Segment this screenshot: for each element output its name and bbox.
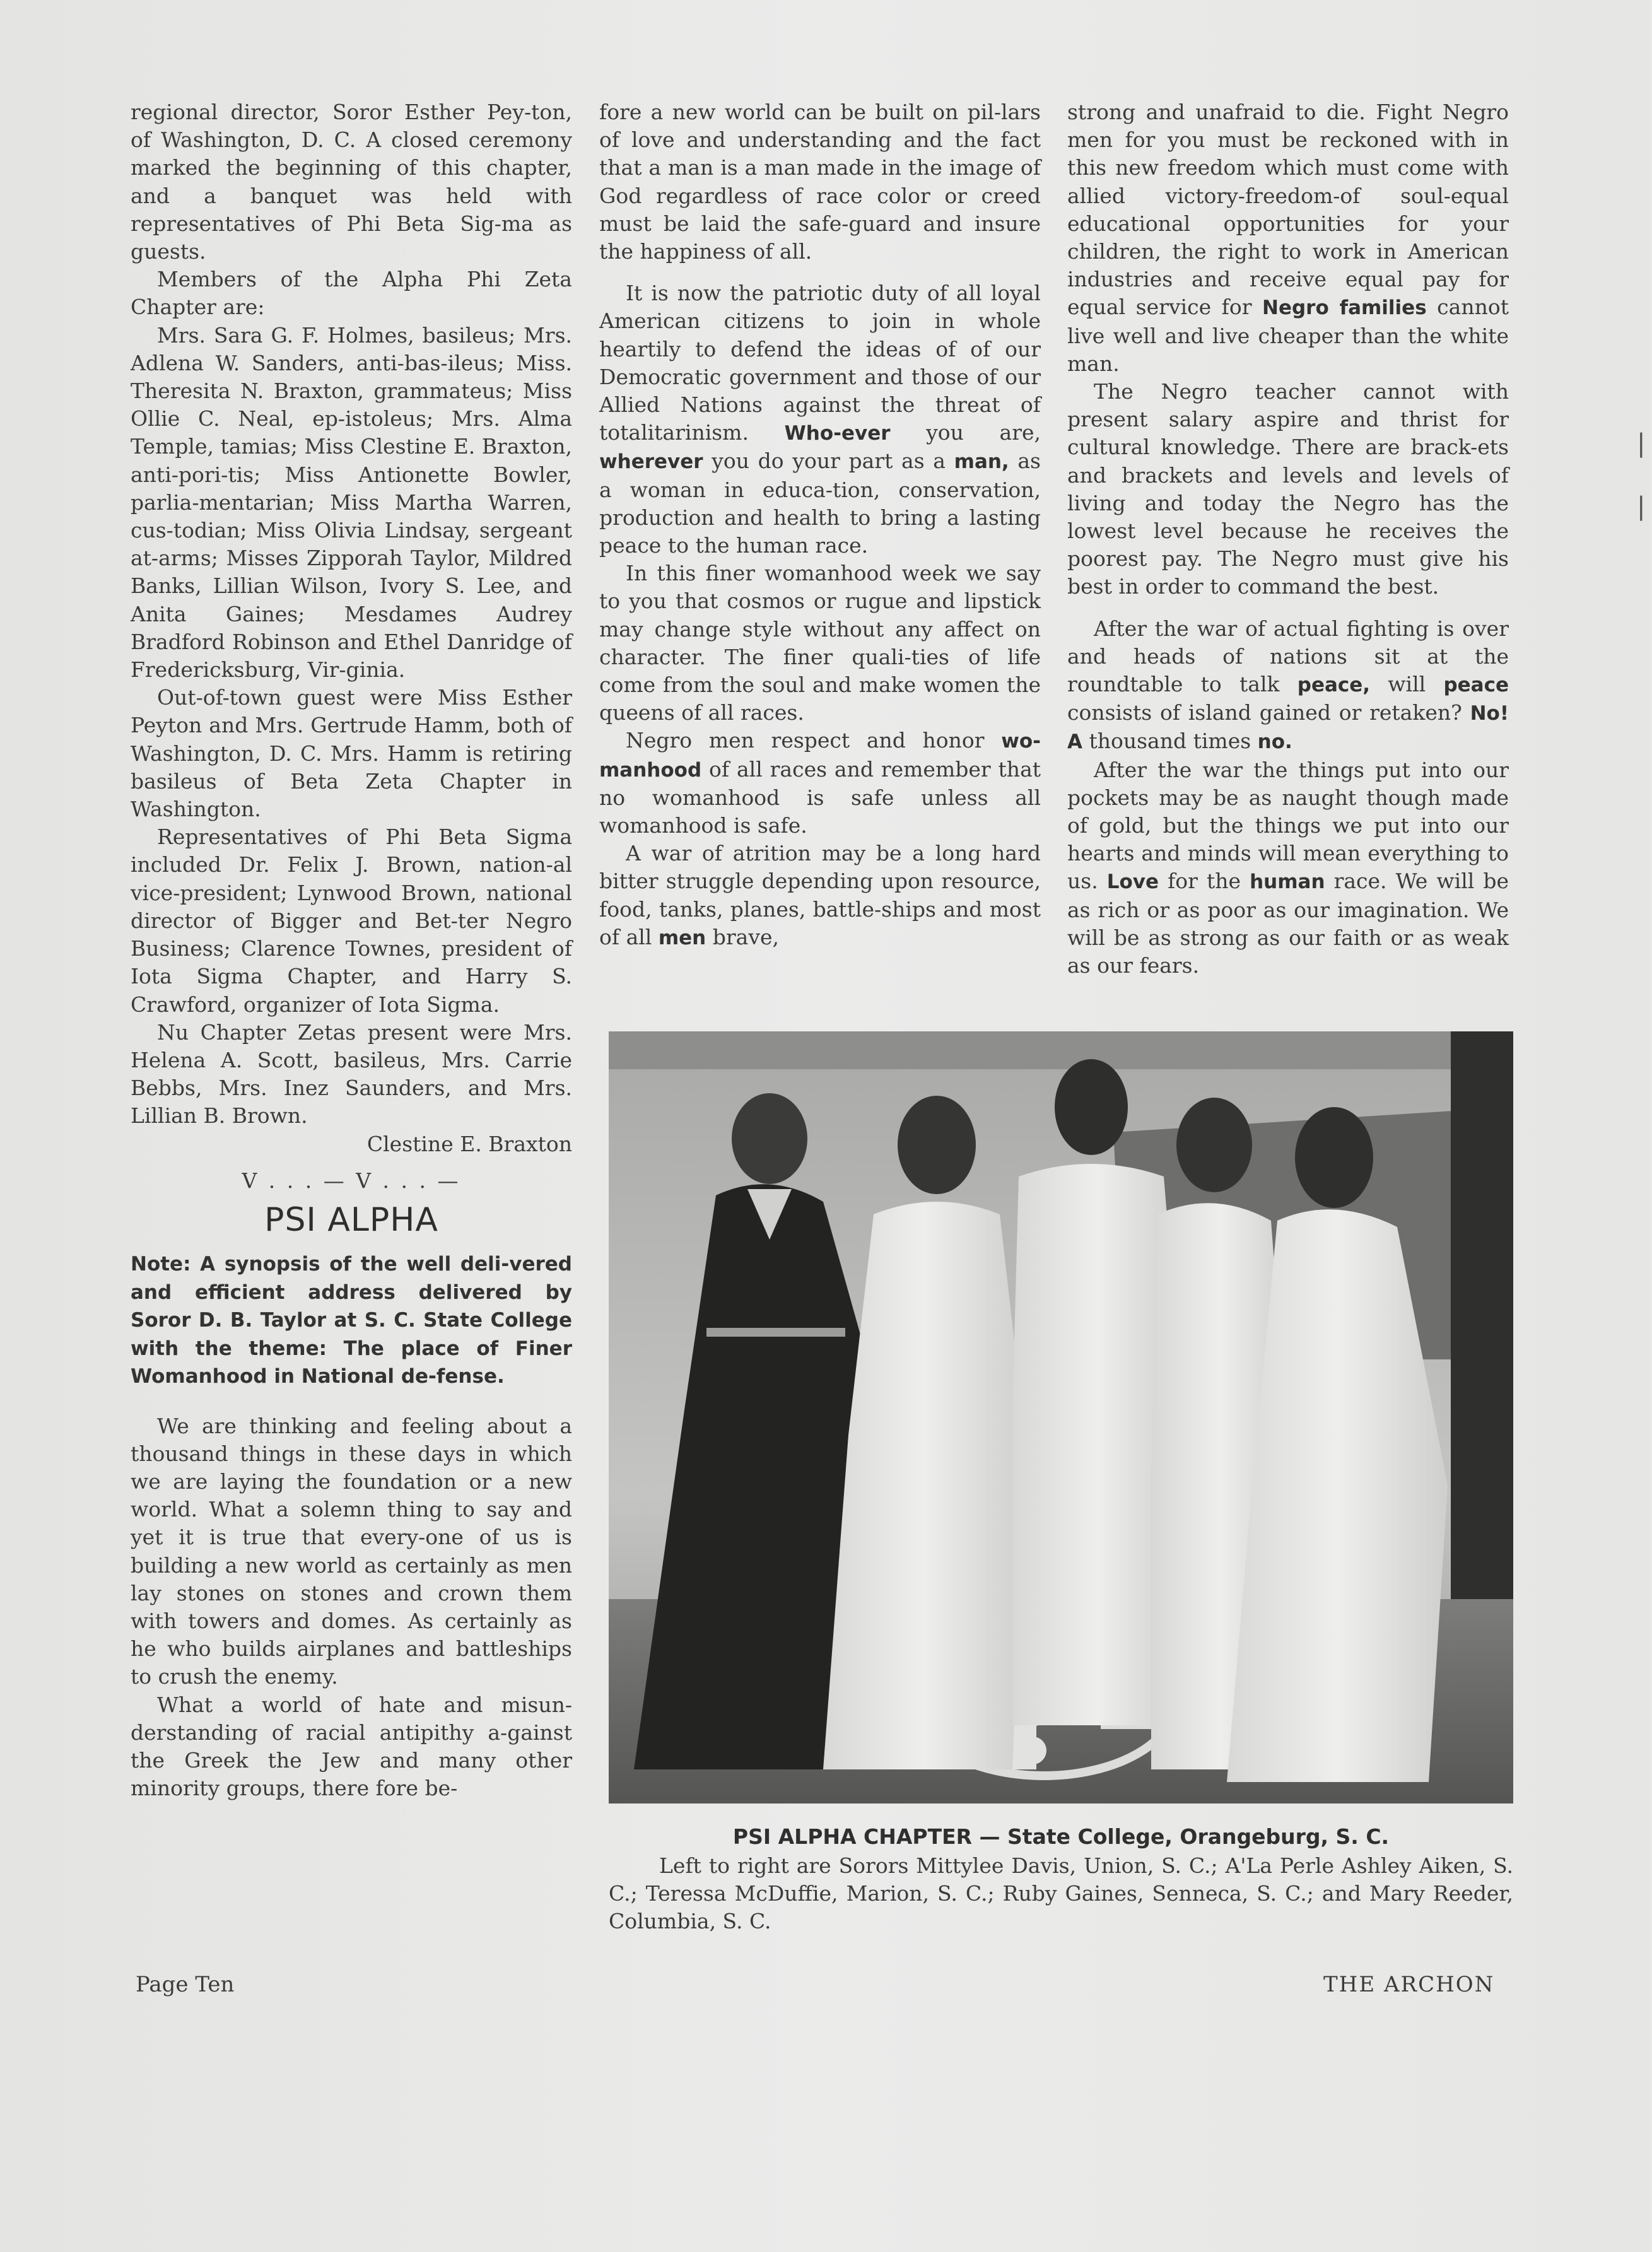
text-run: brave, — [706, 924, 779, 949]
paragraph: We are thinking and feeling about a thousand things in these days in which we are laying the foundation or a new world. What a solemn thing to say and yet it is true that every-one of us is building a new world as certainly as men lay stones on stones and crown them with towers and domes. As certainly as he who builds airplanes and battleships to crush the enemy. — [131, 1413, 572, 1689]
bold-text: men — [658, 926, 706, 949]
caption-title: PSI ALPHA CHAPTER — State College, Orangeburg, S. C. — [732, 1824, 1390, 1849]
publication-name: THE ARCHON — [1323, 1972, 1495, 1997]
paragraph-gap — [1067, 601, 1509, 615]
group-photograph — [609, 1031, 1513, 1803]
paragraph: Out-of-town guest were Miss Esther Peyton and Mrs. Gertrude Hamm, both of Washington, D. C. Mrs. Hamm is retiring basileus of Beta Zeta Chapter in Washington. — [131, 685, 572, 822]
editor-note: Note: A synopsis of the well deli-vered and efficient address delivered by Soror D. B. Taylor at S. C. State College with the theme: The place of Finer Womanhood in National de-fense. — [131, 1253, 572, 1388]
text-run: cannot live well and live cheaper than the white man. — [1067, 295, 1509, 376]
section-divider: V . . . — V . . . — — [242, 1168, 461, 1193]
page-number: Page Ten — [136, 1972, 235, 1997]
paragraph: Representatives of Phi Beta Sigma included Dr. Felix J. Brown, nation-al vice-president; Lynwood Brown, national director of Bigger and Bet-ter Negro Business; Clarence Townes, president of Iota Sigma Chapter, and Harry S. Crawford, organizer of Iota Sigma. — [131, 824, 572, 1017]
paragraph: Members of the Alpha Phi Zeta Chapter are: — [131, 267, 572, 320]
paragraph — [599, 279, 1041, 560]
text-run: you are, — [890, 420, 1041, 445]
column-1 — [131, 98, 572, 1802]
paragraph — [1067, 615, 1509, 756]
author-signature: Clestine E. Braxton — [366, 1131, 572, 1156]
section-headline: PSI ALPHA — [264, 1200, 438, 1239]
bold-text: peace — [1443, 674, 1509, 697]
caption-body: Left to right are Sorors Mittylee Davis, Union, S. C.; A'La Perle Ashley Aiken, S. C.; Teressa McDuffie, Marion, S. C.; Ruby Gaines, Senneca, S. C.; and Mary Reeder, Columbia, S. C. — [609, 1853, 1513, 1933]
column-2 — [599, 98, 1041, 952]
paragraph — [599, 727, 1041, 840]
bold-text: Negro families — [1262, 296, 1427, 320]
text-run: consists of island gained or retaken? — [1067, 700, 1470, 725]
text-run: you do your part as a — [703, 449, 954, 474]
column-3 — [1067, 98, 1509, 980]
bold-text: peace, — [1297, 674, 1371, 697]
bold-text: Love — [1106, 871, 1159, 894]
paragraph: In this finer womanhood week we say to you that cosmos or rugue and lipstick may change style without any affect on character. The finer quali-ties of life come from the soul and make women the queens of all races. — [599, 561, 1041, 725]
margin-mark: ❘ — [1631, 492, 1652, 521]
paragraph — [599, 840, 1041, 952]
margin-mark: ❘ — [1631, 429, 1652, 458]
bold-text: No! A — [1067, 702, 1509, 754]
paragraph: fore a new world can be built on pil-lars of love and understanding and the fact that a man is a man made in the image of God regardless of race color or creed must be laid the safe-guard and insure the happiness of all. — [599, 100, 1041, 264]
text-run: Negro men respect and honor — [626, 728, 1002, 753]
bold-text: wherever — [599, 450, 703, 474]
text-run: A war of atrition may be a long hard bitter struggle depending upon resource, food, tanks, planes, battle-ships and most of all — [599, 841, 1041, 949]
text-run: It is now the patriotic duty of all loyal American citizens to join in whole heartily to defend the ideas of of our Democratic government and those of our Allied Nations against the threat of totalitarinism. — [599, 281, 1041, 445]
paragraph: The Negro teacher cannot with present salary aspire and thrist for cultural knowledge. There are brack-ets and brackets and levels and levels of living and today the Negro has the lowest level because he receives the poorest pay. The Negro must give his best in order to command the best. — [1067, 379, 1509, 599]
text-run: race. We will be as rich or as poor as our imagination. We will be as strong as our faith or as weak as our fears. — [1067, 869, 1509, 978]
text-run: as a woman in educa-tion, conservation, production and health to bring a lasting peace to the human race. — [599, 449, 1041, 558]
paragraph — [1067, 756, 1509, 980]
text-run: After the war of actual fighting is over and heads of nations sit at the roundtable to talk — [1067, 616, 1509, 697]
paragraph: regional director, Soror Esther Pey-ton, of Washington, D. C. A closed ceremony marked the beginning of this chapter, and a banquet was held with representatives of Phi Beta Sig-ma as guests. — [131, 100, 572, 264]
text-run: thousand times — [1082, 729, 1258, 754]
text-run: of all races and remember that no womanhood is safe unless all womanhood is safe. — [599, 756, 1041, 838]
text-run: strong and unafraid to die. Fight Negro men for you must be reckoned with in this new freedom which must come with allied victory-freedom-of soul-equal educational opportunities for your children, the right to work in American industries and receive equal pay for equal service for — [1067, 100, 1509, 320]
bold-text: Who-ever — [784, 422, 891, 445]
paragraph: What a world of hate and misun-derstanding of racial antipithy a-gainst the Greek the Jew and many other minority groups, there fore be- — [131, 1692, 572, 1801]
bold-text: wo-manhood — [599, 730, 1041, 782]
photo-illustration — [609, 1031, 1513, 1803]
text-run: will — [1370, 672, 1444, 697]
text-run: for the — [1159, 869, 1250, 894]
bold-text: human — [1250, 871, 1325, 894]
paragraph-gap — [599, 266, 1041, 279]
paragraph: Mrs. Sara G. F. Holmes, basileus; Mrs. Adlena W. Sanders, anti-bas-ileus; Miss. Theresita N. Braxton, grammateus; Miss Ollie C. Neal, ep-istoleus; Mrs. Alma Temple, tamias; Miss Clestine E. Braxton, anti-pori-tis; Miss Antionette Bowler, parlia-mentarian; Miss Martha Warren, cus-todian; Miss Olivia Lindsay, sergeant at-arms; Misses Zipporah Taylor, Mildred Banks, Lillian Wilson, Ivory S. Lee, and Anita Gaines; Mesdames Audrey Bradford Robinson and Ethel Danridge of Fredericksburg, Vir-ginia. — [131, 322, 572, 683]
paragraph: Nu Chapter Zetas present were Mrs. Helena A. Scott, basileus, Mrs. Carrie Bebbs, Mrs. Inez Saunders, and Mrs. Lillian B. Brown. — [131, 1019, 572, 1129]
paragraph — [1067, 98, 1509, 378]
photo-caption — [609, 1823, 1513, 1935]
text-run: After the war the things put into our pockets may be as naught though made of gold, but the things we put into our hearts and minds will mean everything to us. — [1067, 757, 1509, 894]
bold-text: man, — [954, 450, 1009, 474]
bold-text: no. — [1257, 730, 1292, 754]
